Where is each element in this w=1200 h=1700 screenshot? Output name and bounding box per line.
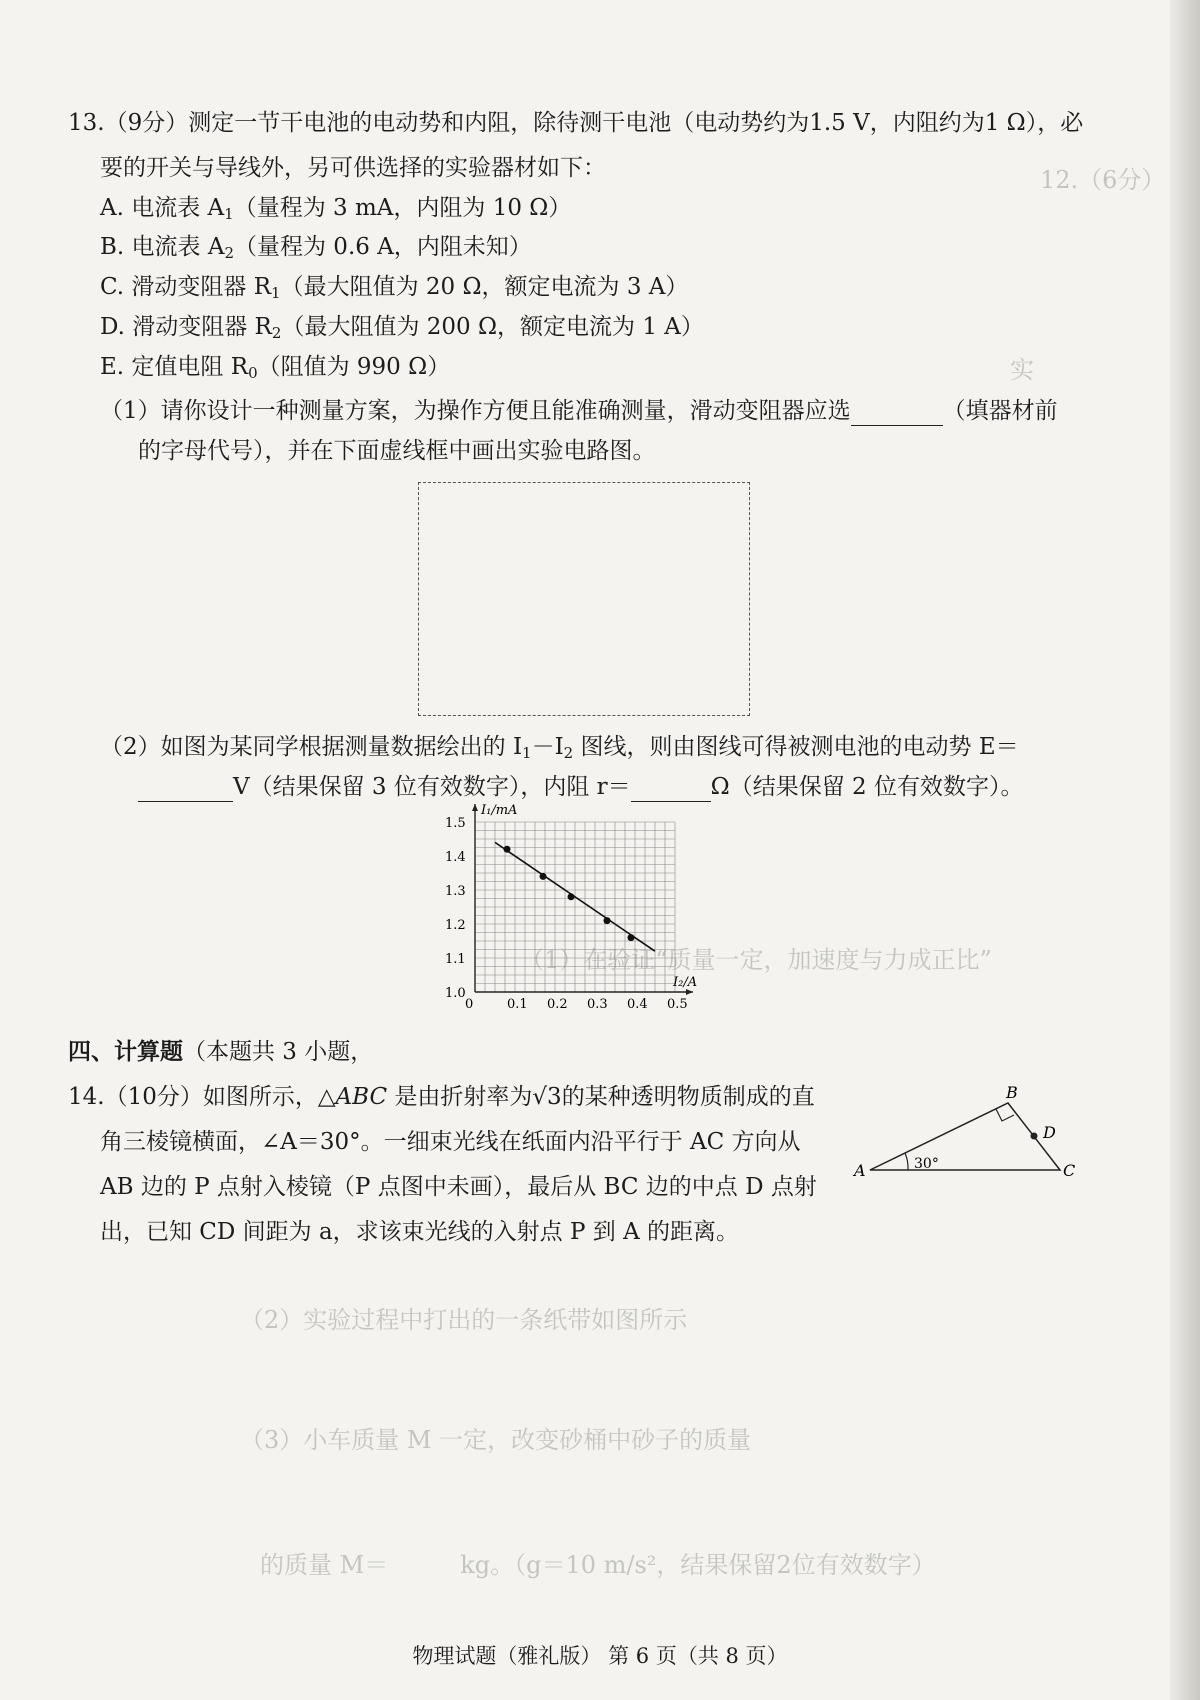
option-e: E. 定值电阻 $R_0$（阻值为 990 Ω） [100,354,451,382]
label-c: C [1063,1161,1076,1180]
q14-line3: AB 边的 P 点射入棱镜（P 点图中未画），最后从 BC 边的中点 D 点射 [100,1174,817,1200]
x-tick-label: 0.5 [667,997,688,1012]
data-point [628,934,635,941]
point-d-marker [1031,1133,1038,1140]
angle-arc [905,1153,908,1170]
answer-blank-resistance[interactable] [631,777,711,802]
x-tick-label: 0.4 [627,997,648,1012]
i1-i2-graph [430,803,710,1017]
y-tick-label: 1.4 [445,850,466,865]
q13-line2: 要的开关与导线外，另可供选择的实验器材如下： [100,155,606,181]
page-edge [1170,0,1200,1700]
label-d: D [1043,1123,1056,1142]
circuit-drawing-box[interactable] [418,482,750,716]
answer-blank-emf[interactable] [138,777,233,802]
q13-part2-cont: V（结果保留 3 位有效数字），内阻 r＝ Ω（结果保留 2 位有效数字）。 [138,772,1024,802]
graph-tick-labels [445,803,697,1012]
q13-part1: （1）请你设计一种测量方案，为操作方便且能准确测量，滑动变阻器应选 （填器材前 [100,398,1058,424]
q14-line2: 角三棱镜横面，∠A＝30°。一细束光线在纸面内沿平行于 AC 方向从 [100,1129,801,1155]
answer-blank-rheostat[interactable] [851,401,943,426]
y-tick-label: 1.1 [445,952,466,967]
x-tick-label: 0 [465,997,474,1012]
q13-part2: （2）如图为某同学根据测量数据绘出的 $I_1-I_2$ 图线，则由图线可得被测电池的电动势 E＝ [100,734,1019,762]
y-axis-arrow [472,804,478,811]
q14-line1: 14.（10分）如图所示，△ABC 是由折射率为√3的某种透明物质制成的直 [68,1084,815,1110]
q13-part1-cont: 的字母代号），并在下面虚线框中画出实验电路图。 [138,438,656,464]
label-a: A [854,1161,866,1180]
y-tick-label: 1.2 [445,918,466,933]
y-tick-label: 1.0 [445,986,466,1001]
option-b: B. 电流表 $A_2$（量程为 0.6 A，内阻未知） [100,234,532,262]
label-angle: 30° [914,1156,939,1172]
label-b: B [1006,1083,1018,1102]
x-tick-label: 0.1 [507,997,528,1012]
prism-figure [850,1080,1080,1190]
x-tick-label: 0.3 [587,997,608,1012]
q14-line4: 出，已知 CD 间距为 a，求该束光线的入射点 P 到 A 的距离。 [100,1219,740,1245]
page-footer: 物理试题（雅礼版） 第 6 页（共 8 页） [412,1644,788,1668]
y-axis-label: I₁/mA [481,803,518,818]
option-a: A. 电流表 $A_1$（量程为 3 mA，内阻为 10 Ω） [100,195,572,223]
data-point [568,893,575,900]
right-angle-mark [996,1109,1014,1121]
x-axis-label: I₂/A [673,975,698,990]
q13-line1: 13.（9分）测定一节干电池的电动势和内阻，除待测干电池（电动势约为1.5 V，内阻约为1 Ω），必 [68,110,1084,136]
option-d: D. 滑动变阻器 $R_2$（最大阻值为 200 Ω，额定电流为 1 A） [100,314,704,342]
data-point [504,846,511,853]
y-tick-label: 1.3 [445,884,466,899]
y-tick-label: 1.5 [445,816,466,831]
x-tick-label: 0.2 [547,997,568,1012]
data-point [540,873,547,880]
data-point [604,917,611,924]
option-c: C. 滑动变阻器 $R_1$（最大阻值为 20 Ω，额定电流为 3 A） [100,274,689,302]
section4-heading: 四、计算题（本题共 3 小题， [68,1039,374,1065]
